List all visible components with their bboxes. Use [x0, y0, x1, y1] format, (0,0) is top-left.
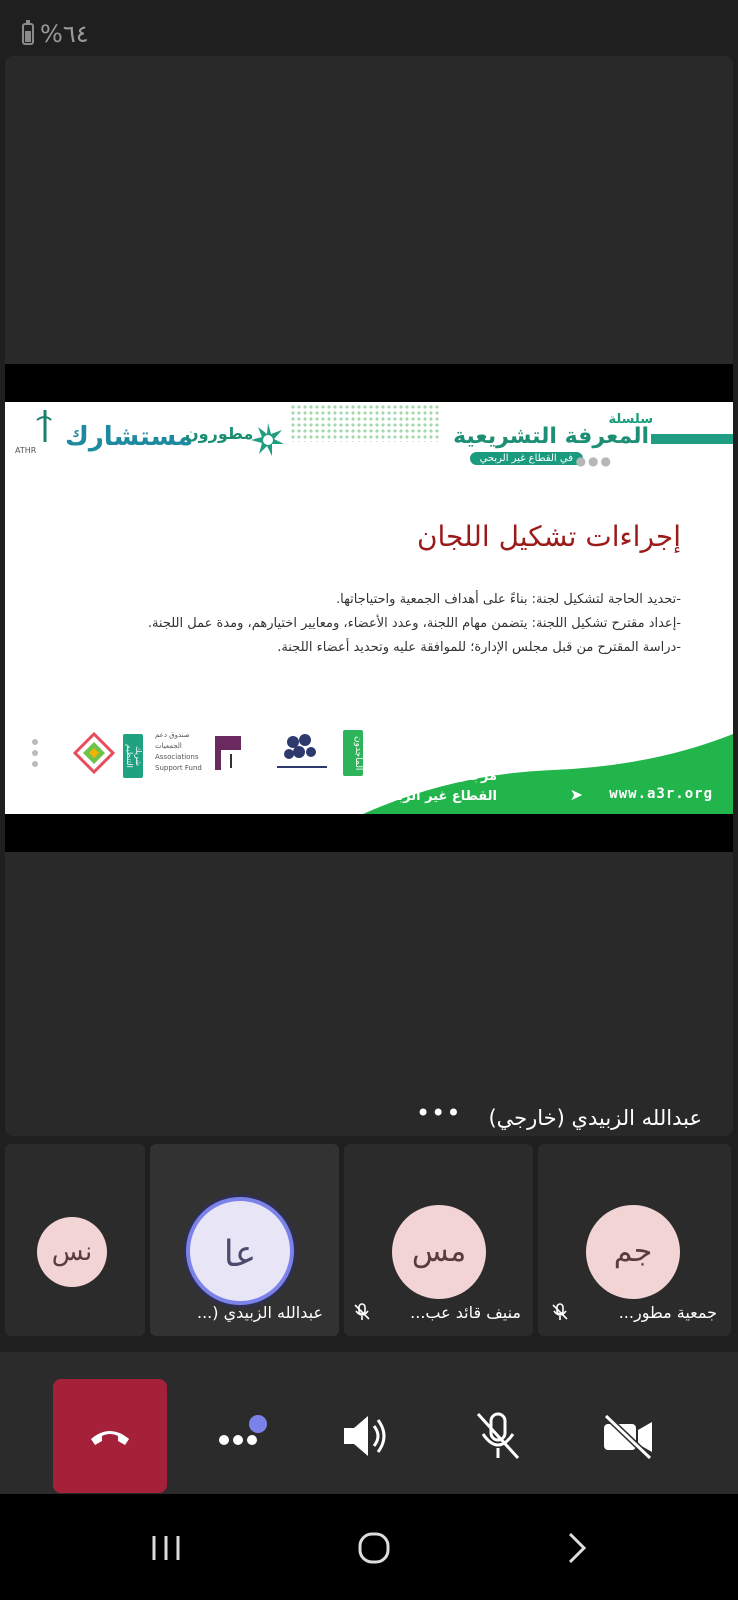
- presenter-name: عبدالله الزبيدي (خارجي): [488, 1106, 702, 1130]
- athr-logo-icon: [15, 406, 53, 466]
- participant-name: منيف قائد عب...: [410, 1303, 521, 1322]
- slide-bullet: -دراسة المقترح من قبل مجلس الإدارة؛ للموافقة عليه وتحديد أعضاء اللجنة.: [277, 640, 681, 655]
- series-title: المعرفة التشريعية: [453, 424, 649, 449]
- mic-muted-icon: [550, 1302, 570, 1322]
- hangup-icon: [87, 1419, 133, 1453]
- participant-name: عبدالله الزبيدي (...: [197, 1303, 323, 1322]
- battery-icon: [22, 23, 34, 45]
- ngo-badge: الماجدون: [343, 730, 363, 776]
- series-accent-bar: [651, 434, 733, 444]
- avatar: مس: [392, 1205, 486, 1299]
- series-label: سلسلة: [608, 412, 653, 427]
- more-options-button[interactable]: [214, 1408, 270, 1464]
- participant-tile[interactable]: [344, 1144, 533, 1336]
- slide-body: [121, 588, 681, 660]
- diamond-logo-icon: [73, 732, 115, 774]
- avatar-speaking: عا: [186, 1197, 294, 1305]
- mic-off-button[interactable]: [470, 1408, 526, 1464]
- support-fund-text: صندوق دعم الجمعيات Associations Support Fund: [155, 731, 202, 772]
- participant-tile[interactable]: [5, 1144, 145, 1336]
- camera-off-button[interactable]: [600, 1408, 656, 1464]
- shared-slide[interactable]: [5, 402, 733, 814]
- athr-logo-text: ATHR: [15, 446, 37, 455]
- footer-tagline-1: مرجعيتك لتطوير: [392, 769, 497, 784]
- status-bar: [0, 0, 738, 56]
- slide-bullet: -إعداد مقترح تشكيل اللجنة: يتضمن مهام اللجنة، وعدد الأعضاء، ومعايير اختيارهم، ومدة عمل اللجنة.: [147, 616, 681, 631]
- participant-name: جمعية مطور...: [618, 1303, 717, 1322]
- speaker-button[interactable]: [338, 1408, 394, 1464]
- series-subtitle: في القطاع غير الربحي: [470, 452, 583, 465]
- slide-more-dots-icon: [31, 738, 39, 768]
- battery-percentage: %٦٤: [40, 20, 89, 48]
- presenter-more-options-button[interactable]: •••: [416, 1099, 462, 1127]
- navigation-bar: [0, 1494, 738, 1600]
- series-logo: [443, 408, 733, 468]
- recent-apps-icon[interactable]: [146, 1530, 186, 1566]
- organizing-partner-badge: شريك التنظيم: [123, 734, 143, 778]
- mutaworon-logo: مطورون: [185, 424, 254, 443]
- participant-tile-speaking[interactable]: [150, 1144, 339, 1336]
- participant-tile[interactable]: [538, 1144, 731, 1336]
- avatar: جم: [586, 1205, 680, 1299]
- slide-title: إجراءات تشكيل اللجان: [416, 520, 681, 553]
- back-icon[interactable]: [558, 1530, 598, 1566]
- support-fund-logo-icon: [215, 736, 245, 776]
- call-controls-bar: [0, 1352, 738, 1494]
- partner-logos-top: [15, 406, 285, 466]
- foundation-logo-icon: [273, 730, 331, 774]
- mutaworon-star-icon: [250, 422, 286, 458]
- cursor-arrow-icon: ➤: [569, 785, 583, 804]
- avatar: نس: [37, 1217, 107, 1287]
- hangup-button[interactable]: [53, 1379, 167, 1493]
- slide-bullet: -تحديد الحاجة لتشكيل لجنة: بناءً على أهداف الجمعية واحتياجاتها.: [336, 592, 681, 607]
- dot-pattern-decoration: [290, 404, 440, 442]
- mic-muted-icon: [352, 1302, 372, 1322]
- series-dots: ●●●: [575, 454, 613, 468]
- footer-tagline-2: القطاع غير الربحي: [375, 789, 497, 804]
- footer-url: www.a3r.org: [609, 786, 713, 802]
- home-icon[interactable]: [354, 1530, 394, 1566]
- mostashar-logo: مستشارك: [65, 422, 194, 452]
